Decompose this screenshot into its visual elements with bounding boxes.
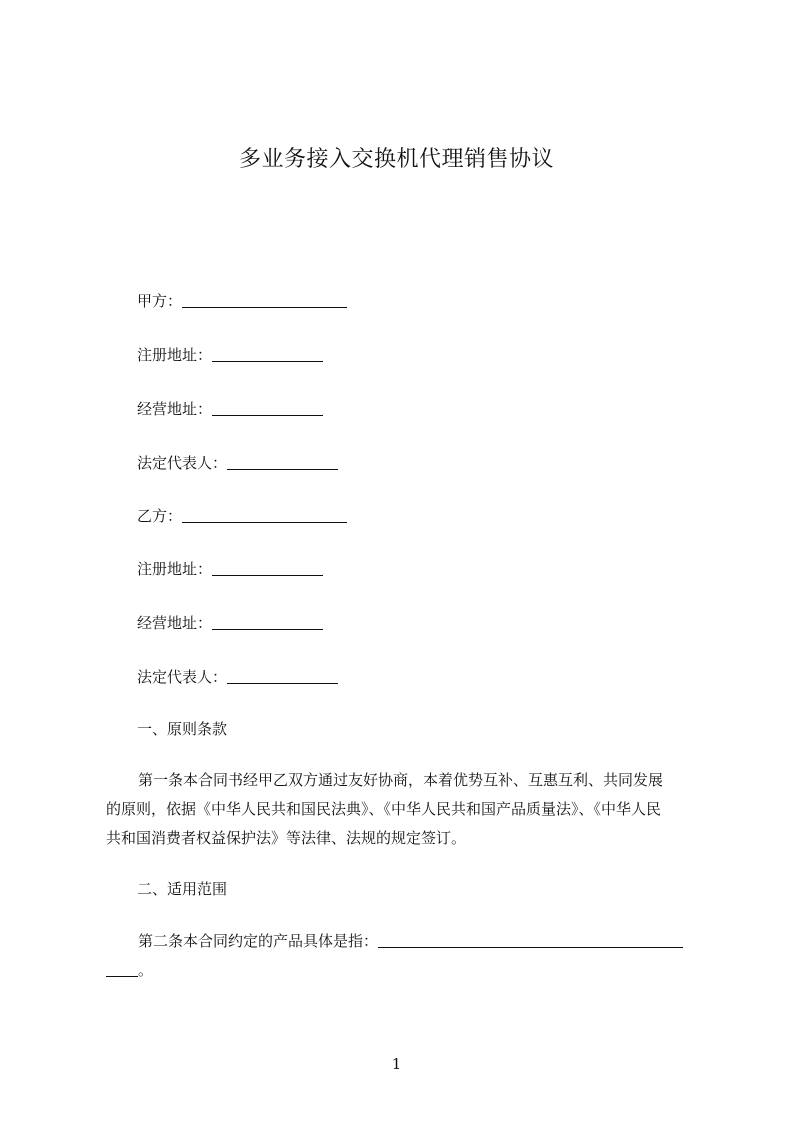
party-a-reg-address-label: 注册地址：	[137, 346, 213, 364]
party-b-legal-rep-blank[interactable]	[227, 667, 338, 684]
section-2-text: 第二条本合同约定的产品具体是指：	[138, 932, 379, 950]
product-spec-blank[interactable]	[378, 931, 683, 948]
party-b-legal-rep-label: 法定代表人：	[137, 668, 228, 686]
party-a-legal-rep-label: 法定代表人：	[137, 454, 228, 472]
party-a-reg-address-blank[interactable]	[212, 345, 323, 362]
document-title: 多业务接入交换机代理销售协议	[238, 147, 554, 172]
party-a-legal-rep-blank[interactable]	[227, 453, 338, 470]
party-b-reg-address-field	[137, 558, 323, 580]
party-a-biz-address-field	[137, 398, 323, 420]
paragraph-line: 第一条本合同书经甲乙双方通过友好协商，本着优势互补、互惠互利、共同发展	[138, 771, 664, 789]
party-a-reg-address-field	[137, 344, 323, 366]
party-b-biz-address-field	[137, 612, 323, 634]
party-a-name-field	[137, 290, 347, 312]
party-a-name-label: 甲方：	[137, 292, 183, 310]
section-1-heading: 一、原则条款	[137, 720, 228, 738]
party-b-name-field	[137, 505, 347, 527]
product-spec-blank-continued[interactable]	[106, 960, 138, 977]
party-b-legal-rep-field	[137, 666, 338, 688]
paragraph-line	[106, 956, 706, 985]
section-2-end-mark: 。	[138, 961, 154, 979]
party-a-biz-address-label: 经营地址：	[137, 400, 213, 418]
party-b-biz-address-blank[interactable]	[212, 613, 323, 630]
party-a-biz-address-blank[interactable]	[212, 399, 323, 416]
party-b-name-label: 乙方：	[137, 507, 183, 525]
party-a-name-blank[interactable]	[182, 291, 347, 308]
party-b-reg-address-label: 注册地址：	[137, 560, 213, 578]
paragraph-line	[106, 927, 706, 956]
paragraph-line: 的原则，依据《中华人民共和国民法典》、《中华人民共和国产品质量法》、《中华人民	[106, 800, 662, 818]
section-2-paragraph	[106, 927, 706, 985]
section-2-heading: 二、适用范围	[137, 880, 228, 898]
party-b-name-blank[interactable]	[182, 506, 347, 523]
party-b-biz-address-label: 经营地址：	[137, 614, 213, 632]
section-1-paragraph	[106, 766, 706, 853]
party-a-legal-rep-field	[137, 452, 338, 474]
party-b-reg-address-blank[interactable]	[212, 559, 323, 576]
paragraph-line: 共和国消费者权益保护法》等法律、法规的规定签订。	[106, 829, 467, 847]
page-number: 1	[391, 1055, 402, 1073]
